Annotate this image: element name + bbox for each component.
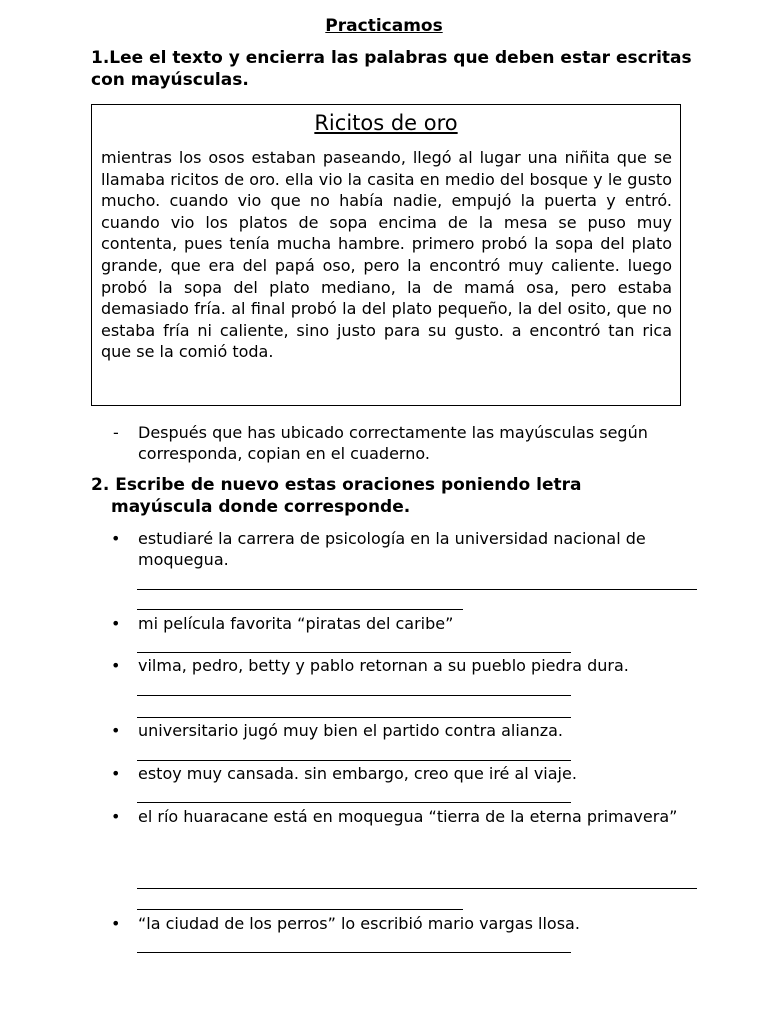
question-1-heading: 1.Lee el texto y encierra las palabras que deben estar escritas con mayúsculas. — [91, 48, 692, 90]
answer-line[interactable] — [137, 888, 697, 889]
exercise-sentence: universitario jugó muy bien el partido contra alianza. — [138, 721, 564, 740]
exercise-item-3 — [111, 655, 711, 676]
page-title: Practicamos — [325, 16, 443, 36]
dash-marker: - — [113, 423, 119, 442]
bullet-icon: • — [111, 656, 121, 675]
exercise-sentence: el río huaracane está en moquegua “tierra de la eterna primavera” — [138, 807, 678, 826]
exercise-sentence: “la ciudad de los perros” lo escribió mario vargas llosa. — [138, 914, 580, 933]
bullet-icon: • — [111, 807, 121, 826]
question-2-heading — [91, 474, 711, 518]
answer-line[interactable] — [137, 909, 463, 910]
exercise-item-1 — [111, 528, 711, 570]
exercise-sentence: vilma, pedro, betty y pablo retornan a su pueblo piedra dura. — [138, 656, 629, 675]
bullet-icon: • — [111, 529, 121, 548]
bullet-icon: • — [111, 914, 121, 933]
story-box — [91, 104, 681, 406]
bullet-icon: • — [111, 764, 121, 783]
answer-line[interactable] — [137, 760, 571, 761]
exercise-item-6 — [111, 806, 711, 827]
answer-line[interactable] — [137, 717, 571, 718]
story-text: mientras los osos estaban paseando, llegó al lugar una niñita que se llamaba ricitos de oro. ella vio la casita en medio del bosque y le gusto mucho. cuando vio que no había nadie, empujó la puerta y entró. cuando vio los platos de sopa encima de la mesa se puso muy contenta, pues tenía mucha hambre. primero probó la sopa del plato grande, que era del papá oso, pero la encontró muy caliente. luego probó la sopa del plato mediano, la de mamá osa, pero estaba demasiado fría. al final probó la del plato pequeño, la del osito, que no estaba fría ni caliente, sino justo para su gusto. a encontró tan rica que se la comió toda. — [101, 148, 672, 362]
answer-line[interactable] — [137, 589, 697, 590]
answer-line[interactable] — [137, 695, 571, 696]
exercise-item-7 — [111, 913, 711, 934]
exercise-item-2 — [111, 613, 711, 634]
question-2-heading-line2: mayúscula donde corresponde. — [111, 497, 411, 517]
exercise-sentence: estoy muy cansada. sin embargo, creo que iré al viaje. — [138, 764, 577, 783]
answer-line[interactable] — [137, 652, 571, 653]
answer-line[interactable] — [137, 952, 571, 953]
story-title: Ricitos de oro — [314, 111, 458, 135]
question-2-heading-line1: 2. Escribe de nuevo estas oraciones poniendo letra — [91, 475, 582, 495]
exercise-item-4 — [111, 720, 711, 741]
instruction-note — [113, 422, 713, 464]
exercise-item-5 — [111, 763, 711, 784]
answer-line[interactable] — [137, 802, 571, 803]
bullet-icon: • — [111, 614, 121, 633]
answer-line[interactable] — [137, 609, 463, 610]
exercise-sentence: estudiaré la carrera de psicología en la universidad nacional de moquegua. — [138, 529, 646, 569]
exercise-sentence: mi película favorita “piratas del caribe” — [138, 614, 454, 633]
instruction-note-text: Después que has ubicado correctamente las mayúsculas según corresponda, copian en el cuaderno. — [138, 423, 648, 463]
bullet-icon: • — [111, 721, 121, 740]
